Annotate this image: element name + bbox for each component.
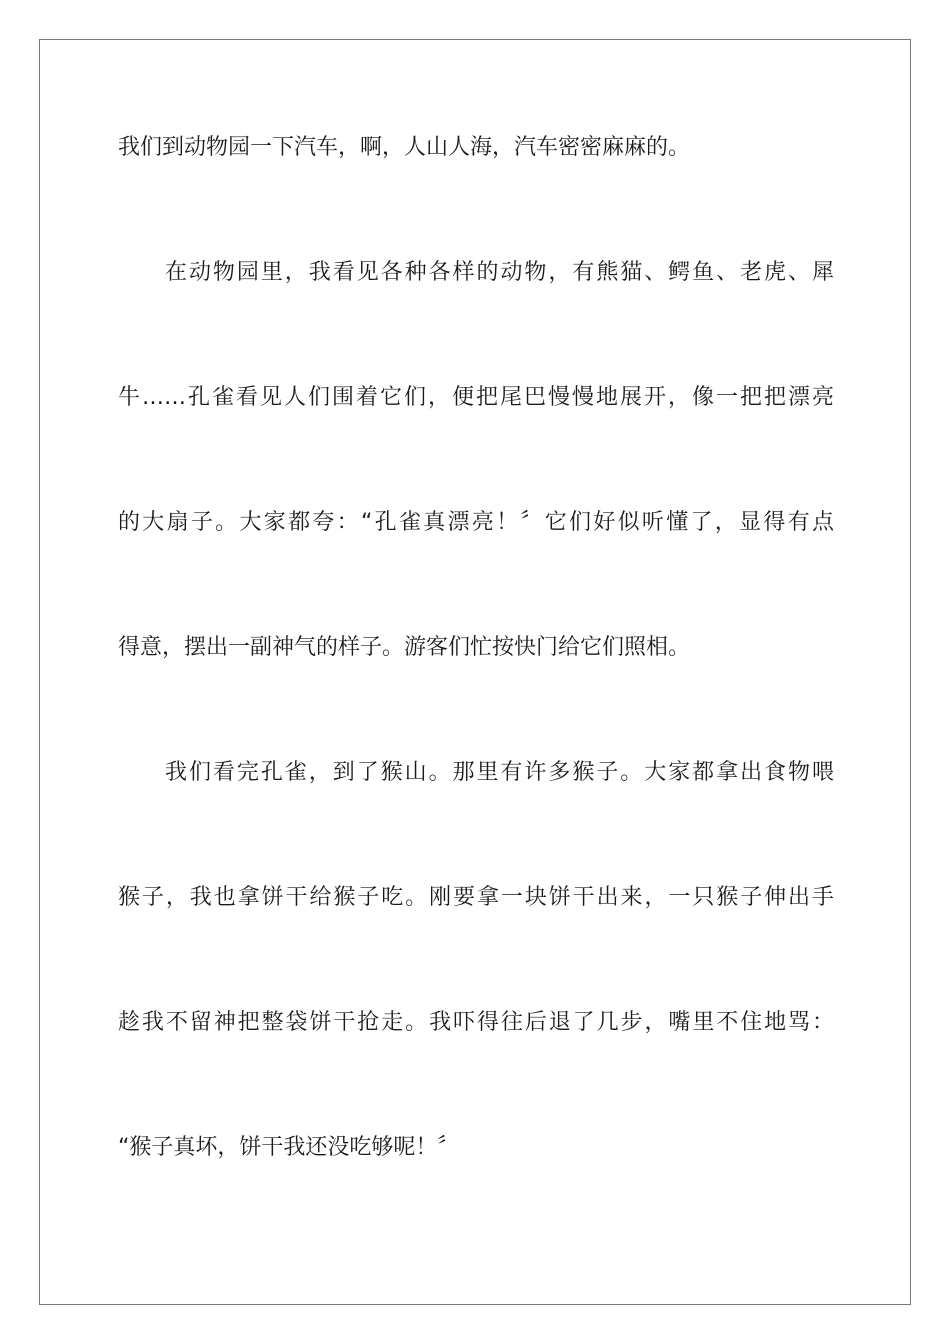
paragraph-line-1: 我们到动物园一下汽车，啊，人山人海，汽车密密麻麻的。 <box>118 135 691 160</box>
paragraph-line-6: 我们看完孔雀，到了猴山。那里有许多猴子。大家都拿出食物喂 <box>165 760 834 785</box>
paragraph-line-7: 猴子，我也拿饼干给猴子吃。刚要拿一块饼干出来，一只猴子伸出手 <box>118 885 834 910</box>
paragraph-line-9: “猴子真坏，饼干我还没吃够呢！〞 <box>118 1135 460 1160</box>
paragraph-line-2: 在动物园里，我看见各种各样的动物，有熊猫、鳄鱼、老虎、犀 <box>165 260 834 285</box>
paragraph-line-4: 的大扇子。大家都夸：“孔雀真漂亮！〞它们好似听懂了，显得有点 <box>118 510 834 535</box>
paragraph-line-5: 得意，摆出一副神气的样子。游客们忙按快门给它们照相。 <box>118 635 691 660</box>
page-border <box>39 39 911 1305</box>
paragraph-line-8: 趁我不留神把整袋饼干抢走。我吓得往后退了几步，嘴里不住地骂： <box>118 1010 834 1035</box>
paragraph-line-3: 牛……孔雀看见人们围着它们，便把尾巴慢慢地展开，像一把把漂亮 <box>118 385 834 410</box>
